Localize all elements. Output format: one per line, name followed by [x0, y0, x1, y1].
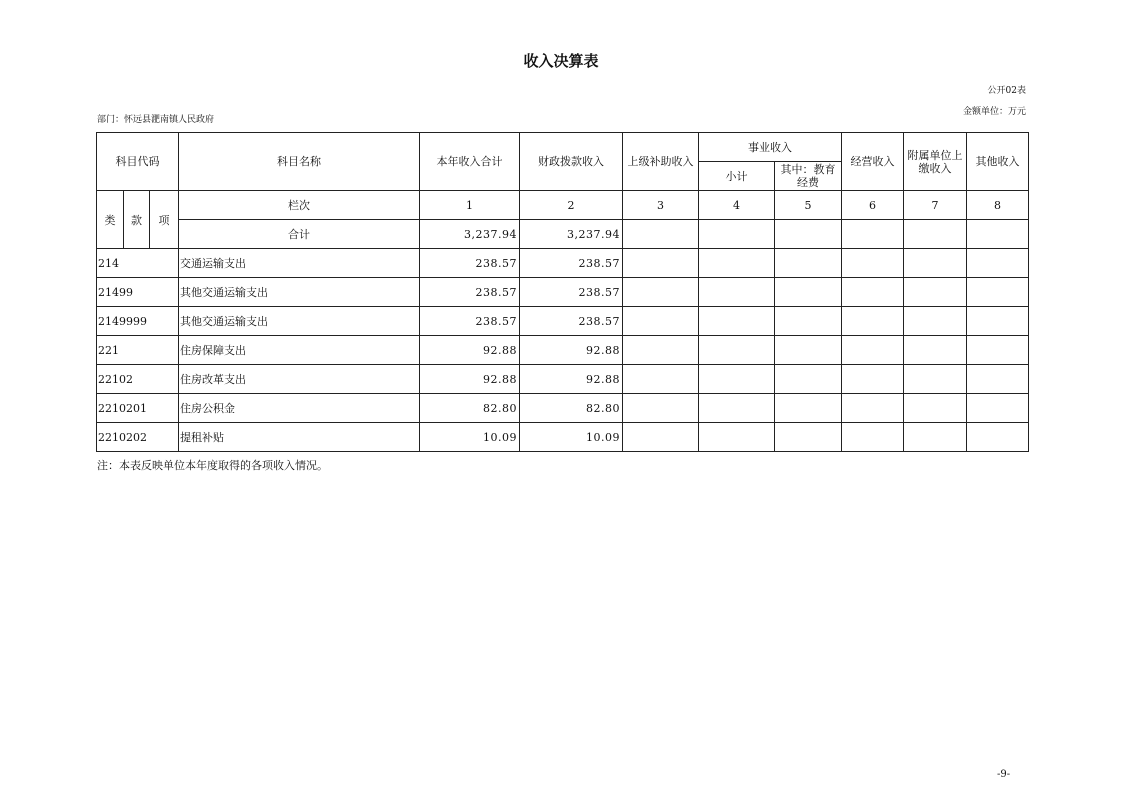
header-subject-code: 科目代码	[97, 133, 179, 191]
header-total-income: 本年收入合计	[420, 133, 520, 191]
total-fiscal-cell: 3,237.94	[520, 220, 623, 249]
empty-cell	[967, 307, 1029, 336]
total-row	[97, 220, 1029, 249]
subject-name-cell: 其他交通运输支出	[179, 307, 420, 336]
empty-cell	[967, 220, 1029, 249]
empty-cell	[904, 249, 967, 278]
empty-cell	[904, 423, 967, 452]
empty-cell	[967, 365, 1029, 394]
total-income-cell: 92.88	[420, 365, 520, 394]
header-affiliated-income: 附属单位上缴收入	[904, 133, 967, 191]
header-other-income: 其他收入	[967, 133, 1029, 191]
empty-cell	[842, 423, 904, 452]
department-label: 部门：怀远县淝南镇人民政府	[97, 115, 215, 125]
header-category: 类	[97, 191, 124, 249]
subject-code-cell: 21499	[97, 278, 179, 307]
empty-cell	[842, 365, 904, 394]
form-number: 公开02表	[987, 86, 1026, 96]
empty-cell	[842, 307, 904, 336]
amount-unit: 金额单位：万元	[962, 107, 1026, 117]
subject-name-cell: 住房公积金	[179, 394, 420, 423]
empty-cell	[967, 249, 1029, 278]
table-row	[97, 365, 1029, 394]
empty-cell	[967, 336, 1029, 365]
empty-cell	[623, 220, 699, 249]
table-row	[97, 307, 1029, 336]
fiscal-allocation-cell: 238.57	[520, 307, 623, 336]
header-operating-income: 经营收入	[842, 133, 904, 191]
total-income-cell: 82.80	[420, 394, 520, 423]
table-note: 注：本表反映单位本年度取得的各项收入情况。	[97, 459, 328, 472]
empty-cell	[775, 278, 842, 307]
header-subtotal: 小计	[699, 162, 775, 191]
col-number: 8	[967, 191, 1029, 220]
empty-cell	[699, 365, 775, 394]
empty-cell	[623, 394, 699, 423]
empty-cell	[699, 423, 775, 452]
total-income-cell: 92.88	[420, 336, 520, 365]
header-business-income: 事业收入	[699, 133, 842, 162]
subject-code-cell: 2210201	[97, 394, 179, 423]
empty-cell	[842, 278, 904, 307]
total-income-cell: 238.57	[420, 307, 520, 336]
subject-name-cell: 其他交通运输支出	[179, 278, 420, 307]
empty-cell	[699, 336, 775, 365]
col-number: 7	[904, 191, 967, 220]
fiscal-allocation-cell: 82.80	[520, 394, 623, 423]
subject-name-cell: 交通运输支出	[179, 249, 420, 278]
subject-name-cell: 住房改革支出	[179, 365, 420, 394]
table-row	[97, 336, 1029, 365]
empty-cell	[623, 423, 699, 452]
empty-cell	[842, 336, 904, 365]
col-number: 4	[699, 191, 775, 220]
header-fiscal-allocation: 财政拨款收入	[520, 133, 623, 191]
empty-cell	[904, 394, 967, 423]
total-income-cell: 3,237.94	[420, 220, 520, 249]
empty-cell	[904, 336, 967, 365]
empty-cell	[623, 307, 699, 336]
empty-cell	[775, 336, 842, 365]
fiscal-allocation-cell: 238.57	[520, 278, 623, 307]
total-label: 合计	[179, 220, 420, 249]
col-number: 6	[842, 191, 904, 220]
header-subject-name: 科目名称	[179, 133, 420, 191]
header-superior-subsidy: 上级补助收入	[623, 133, 699, 191]
empty-cell	[699, 220, 775, 249]
table-row	[97, 423, 1029, 452]
empty-cell	[904, 220, 967, 249]
empty-cell	[775, 307, 842, 336]
income-statement-table	[96, 132, 1029, 452]
empty-cell	[842, 220, 904, 249]
empty-cell	[775, 249, 842, 278]
empty-cell	[775, 423, 842, 452]
page-number: -9-	[997, 769, 1011, 780]
subject-name-cell: 住房保障支出	[179, 336, 420, 365]
subject-code-cell: 214	[97, 249, 179, 278]
subject-name-cell: 提租补贴	[179, 423, 420, 452]
empty-cell	[623, 249, 699, 278]
total-income-cell: 10.09	[420, 423, 520, 452]
subject-code-cell: 22102	[97, 365, 179, 394]
fiscal-allocation-cell: 238.57	[520, 249, 623, 278]
page-title: 收入决算表	[523, 52, 599, 70]
empty-cell	[775, 365, 842, 394]
empty-cell	[904, 365, 967, 394]
empty-cell	[904, 307, 967, 336]
empty-cell	[623, 278, 699, 307]
col-number: 1	[420, 191, 520, 220]
total-income-cell: 238.57	[420, 278, 520, 307]
empty-cell	[699, 307, 775, 336]
empty-cell	[904, 278, 967, 307]
empty-cell	[623, 365, 699, 394]
header-item: 项	[150, 191, 179, 249]
empty-cell	[967, 394, 1029, 423]
fiscal-allocation-cell: 92.88	[520, 336, 623, 365]
subject-code-cell: 2210202	[97, 423, 179, 452]
subject-code-cell: 2149999	[97, 307, 179, 336]
fiscal-allocation-cell: 92.88	[520, 365, 623, 394]
table-row	[97, 249, 1029, 278]
empty-cell	[775, 394, 842, 423]
fiscal-allocation-cell: 10.09	[520, 423, 623, 452]
header-education-fee: 其中：教育经费	[775, 162, 842, 191]
empty-cell	[842, 249, 904, 278]
empty-cell	[699, 394, 775, 423]
subject-code-cell: 221	[97, 336, 179, 365]
empty-cell	[967, 423, 1029, 452]
empty-cell	[699, 278, 775, 307]
total-income-cell: 238.57	[420, 249, 520, 278]
empty-cell	[842, 394, 904, 423]
empty-cell	[699, 249, 775, 278]
col-number: 2	[520, 191, 623, 220]
empty-cell	[623, 336, 699, 365]
table-row	[97, 394, 1029, 423]
col-number: 5	[775, 191, 842, 220]
empty-cell	[775, 220, 842, 249]
table-row	[97, 278, 1029, 307]
col-number: 3	[623, 191, 699, 220]
empty-cell	[967, 278, 1029, 307]
header-section: 款	[124, 191, 150, 249]
header-column-index: 栏次	[179, 191, 420, 220]
